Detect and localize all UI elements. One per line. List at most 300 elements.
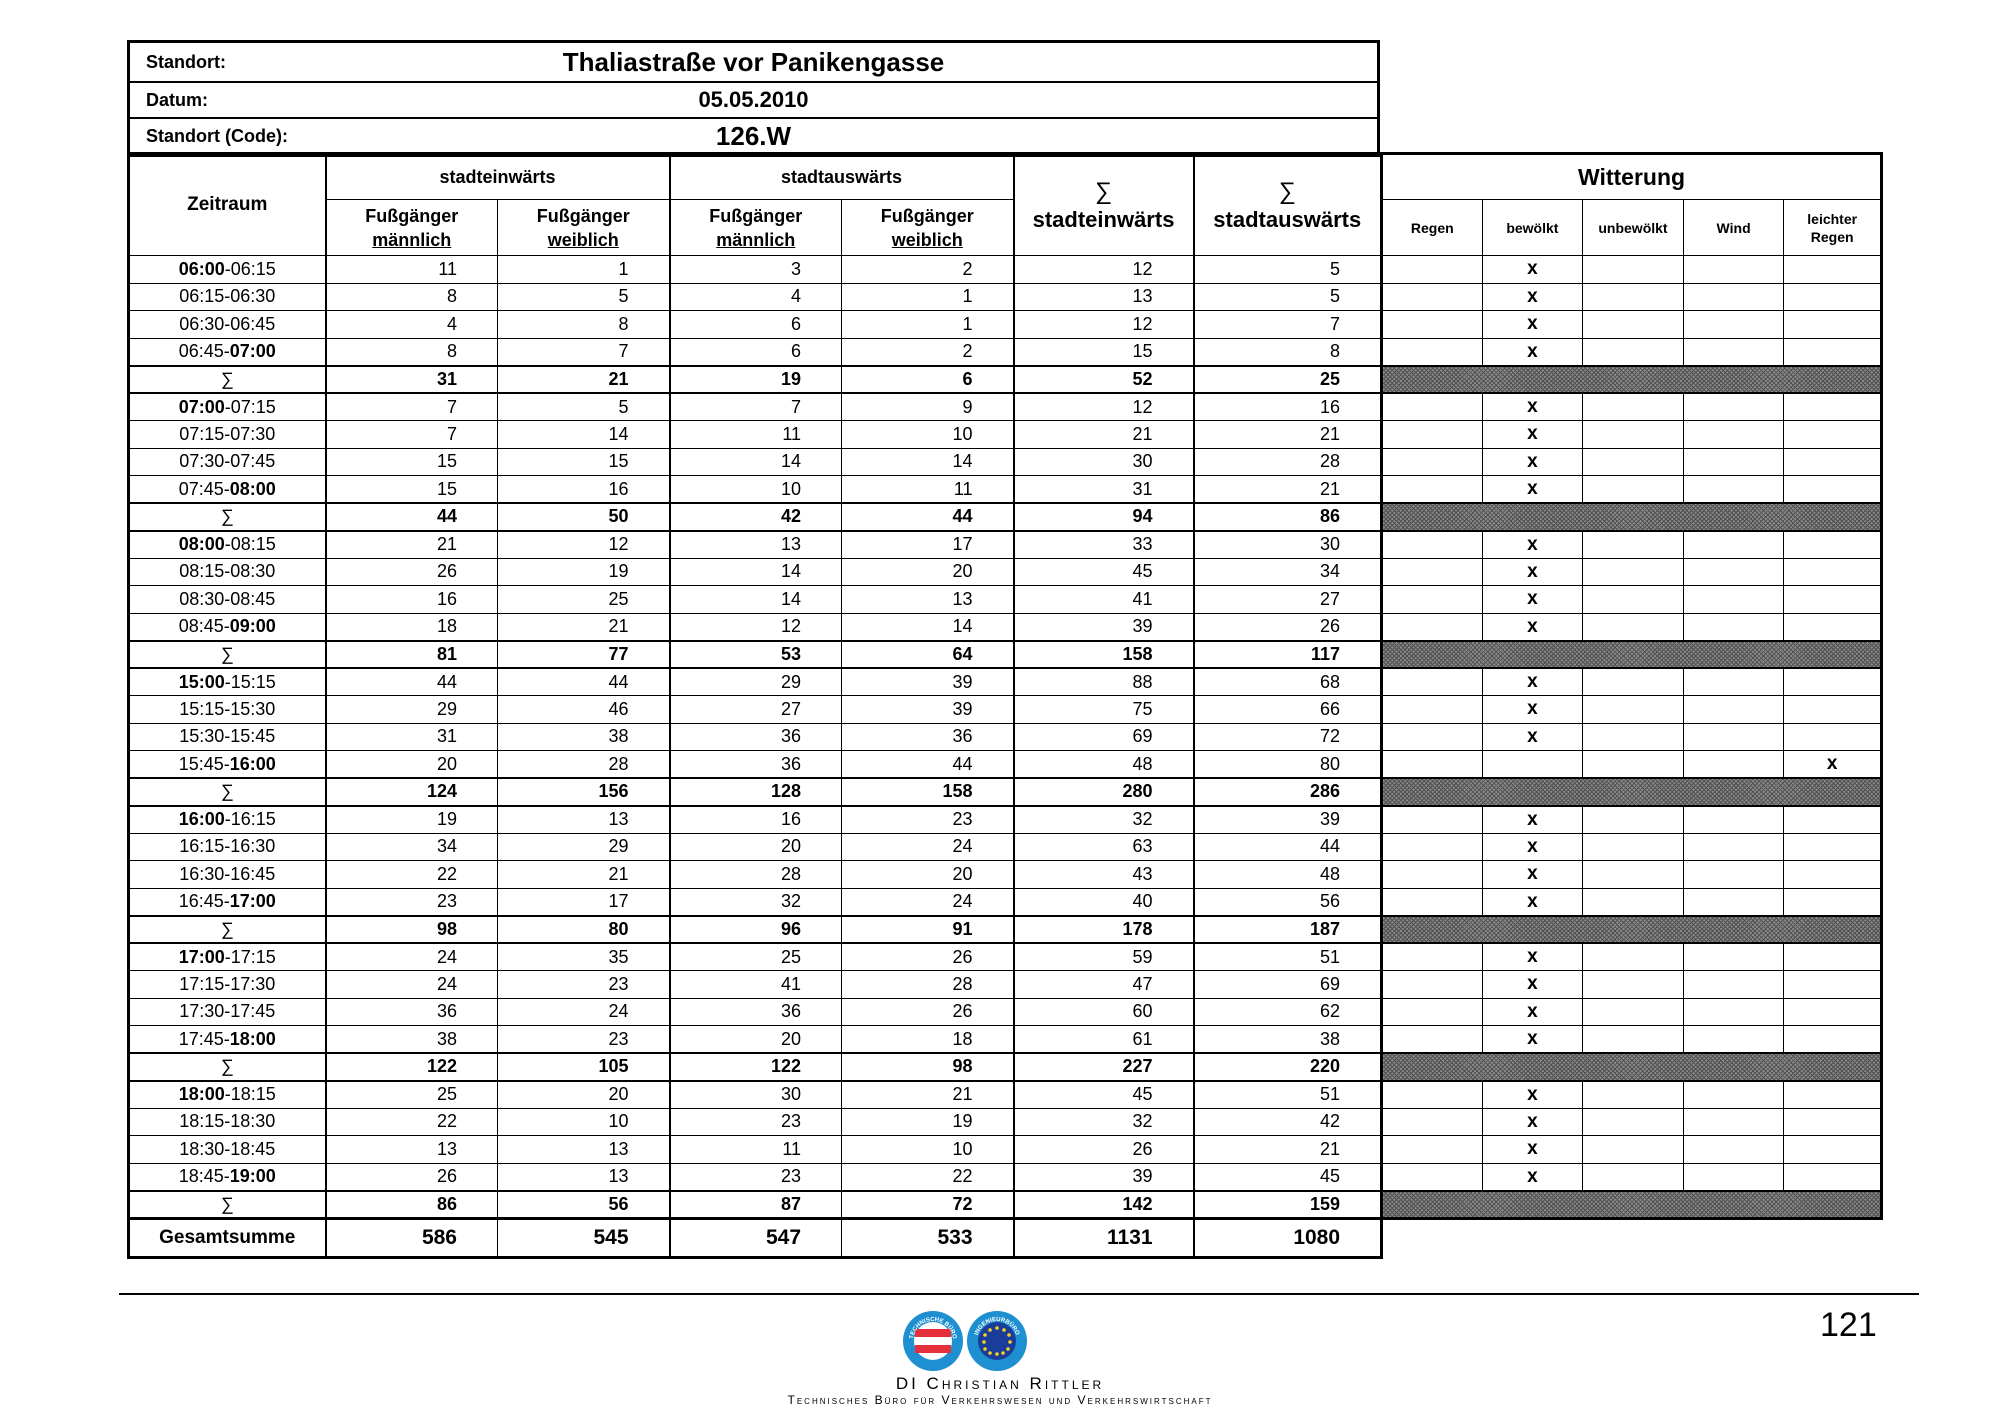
count-cell: 14 (842, 448, 1014, 476)
table-row (129, 283, 1382, 311)
count-cell: 105 (498, 1053, 670, 1081)
count-cell: 2 (842, 256, 1014, 284)
count-cell: 45 (1014, 558, 1194, 586)
period-cell: 15:30-15:45 (129, 723, 326, 751)
weather-cell (1683, 1163, 1784, 1191)
count-cell: 11 (326, 256, 498, 284)
count-cell: 21 (1014, 421, 1194, 449)
sum-outbound-header (1194, 154, 1382, 256)
period-cell: 18:00-18:15 (129, 1081, 326, 1109)
weather-cell (1382, 311, 1483, 339)
weather-cell (1683, 283, 1784, 311)
count-cell: 62 (1194, 998, 1382, 1026)
table-row (129, 338, 1382, 366)
count-cell: 2 (842, 338, 1014, 366)
weather-row (1382, 558, 1882, 586)
count-cell: 227 (1014, 1053, 1194, 1081)
weather-cell: x (1482, 311, 1583, 339)
weather-cell: x (1482, 338, 1583, 366)
count-cell: 5 (498, 393, 670, 421)
weather-cell: x (1482, 943, 1583, 971)
subtotal-sigma: ∑ (129, 1191, 326, 1219)
count-cell: 53 (670, 641, 842, 669)
count-cell: 39 (1194, 806, 1382, 834)
count-cell: 48 (1014, 751, 1194, 779)
count-cell: 24 (842, 888, 1014, 916)
outbound-male-header: Fußgänger männlich (670, 200, 842, 256)
sum-outbound-label: stadtauswärts (1213, 207, 1362, 232)
period-cell: 06:00-06:15 (129, 256, 326, 284)
weather-cell (1683, 751, 1784, 779)
sigma-symbol: ∑ (1094, 178, 1113, 205)
weather-cell (1583, 338, 1684, 366)
weather-cell (1784, 1163, 1882, 1191)
count-cell: 22 (326, 861, 498, 889)
weather-cell (1583, 1163, 1684, 1191)
count-cell: 44 (326, 668, 498, 696)
weather-cell (1683, 421, 1784, 449)
count-cell: 4 (326, 311, 498, 339)
count-cell: 7 (326, 393, 498, 421)
weather-cell (1382, 1108, 1483, 1136)
count-cell: 547 (670, 1218, 842, 1257)
count-cell: 25 (498, 586, 670, 614)
weather-cell (1382, 943, 1483, 971)
weather-row (1382, 338, 1882, 366)
code-value: 126.W (715, 121, 792, 151)
pedestrian-count-table (127, 152, 1383, 1259)
weather-cell (1583, 558, 1684, 586)
count-cell: 7 (498, 338, 670, 366)
shaded-band (1382, 1053, 1882, 1081)
weather-cell (1683, 696, 1784, 724)
table-row (129, 696, 1382, 724)
weather-cell: x (1482, 586, 1583, 614)
count-cell: 50 (498, 503, 670, 531)
count-cell: 35 (498, 943, 670, 971)
count-cell: 1131 (1014, 1218, 1194, 1257)
weather-cell: x (1482, 1026, 1583, 1054)
weather-cell (1382, 751, 1483, 779)
weather-cell (1583, 806, 1684, 834)
weather-cell: x (1482, 558, 1583, 586)
count-cell: 5 (498, 283, 670, 311)
count-cell: 96 (670, 916, 842, 944)
weather-row (1382, 806, 1882, 834)
weather-cell (1784, 1108, 1882, 1136)
count-cell: 47 (1014, 971, 1194, 999)
weather-cell (1583, 1026, 1684, 1054)
weather-cell (1784, 613, 1882, 641)
count-cell: 86 (1194, 503, 1382, 531)
weather-cell (1683, 558, 1784, 586)
weather-shaded-row (1382, 778, 1882, 806)
table-row (129, 1108, 1382, 1136)
count-cell: 39 (842, 668, 1014, 696)
count-cell: 52 (1014, 366, 1194, 394)
weather-cell (1382, 558, 1483, 586)
weather-cell (1683, 1026, 1784, 1054)
count-cell: 38 (1194, 1026, 1382, 1054)
period-cell: 17:30-17:45 (129, 998, 326, 1026)
count-cell: 13 (1014, 283, 1194, 311)
count-cell: 5 (1194, 256, 1382, 284)
firm-logo (901, 1309, 1029, 1373)
table-row (129, 1081, 1382, 1109)
count-cell: 27 (1194, 586, 1382, 614)
footer-rule (119, 1293, 1919, 1295)
weather-shaded-row (1382, 503, 1882, 531)
table-row (129, 833, 1382, 861)
weather-cell (1784, 888, 1882, 916)
weather-cell (1382, 668, 1483, 696)
inbound-female-header: Fußgänger weiblich (498, 200, 670, 256)
count-cell: 18 (326, 613, 498, 641)
weather-cell (1784, 1136, 1882, 1164)
table-row (129, 311, 1382, 339)
weather-row (1382, 1136, 1882, 1164)
weather-cell (1784, 476, 1882, 504)
weather-row (1382, 723, 1882, 751)
count-cell: 63 (1014, 833, 1194, 861)
count-cell: 26 (326, 1163, 498, 1191)
weather-cell: x (1482, 723, 1583, 751)
period-cell: 08:45-09:00 (129, 613, 326, 641)
weather-shaded-row (1382, 916, 1882, 944)
count-cell: 19 (326, 806, 498, 834)
count-cell: 23 (842, 806, 1014, 834)
count-cell: 17 (498, 888, 670, 916)
weather-col-cloudy: bewölkt (1482, 200, 1583, 256)
count-cell: 286 (1194, 778, 1382, 806)
subtotal-row (129, 503, 1382, 531)
weather-row (1382, 696, 1882, 724)
weather-cell (1784, 943, 1882, 971)
header-row-code (130, 119, 1377, 154)
count-cell: 44 (842, 751, 1014, 779)
weather-cell (1683, 998, 1784, 1026)
count-cell: 12 (1014, 393, 1194, 421)
table-row (129, 668, 1382, 696)
weather-cell (1583, 723, 1684, 751)
count-cell: 14 (670, 448, 842, 476)
table-row (129, 256, 1382, 284)
count-cell: 8 (326, 338, 498, 366)
weather-cell (1683, 613, 1784, 641)
weather-cell (1583, 751, 1684, 779)
weather-cell (1784, 256, 1882, 284)
count-cell: 11 (670, 421, 842, 449)
weather-cell (1583, 613, 1684, 641)
firm-name: DI Christian Rittler (895, 1374, 1105, 1393)
weather-cell: x (1482, 448, 1583, 476)
weather-cell (1784, 1026, 1882, 1054)
weather-cell (1382, 256, 1483, 284)
count-cell: 94 (1014, 503, 1194, 531)
weather-cell (1683, 586, 1784, 614)
count-cell: 21 (1194, 476, 1382, 504)
count-cell: 7 (670, 393, 842, 421)
count-cell: 16 (670, 806, 842, 834)
weather-cell (1583, 393, 1684, 421)
count-cell: 13 (326, 1136, 498, 1164)
count-cell: 24 (326, 971, 498, 999)
table-row (129, 393, 1382, 421)
weather-cell (1583, 311, 1684, 339)
count-cell: 28 (670, 861, 842, 889)
count-cell: 21 (842, 1081, 1014, 1109)
count-cell: 23 (326, 888, 498, 916)
count-cell: 16 (1194, 393, 1382, 421)
weather-cell (1382, 283, 1483, 311)
weather-cell (1683, 476, 1784, 504)
count-cell: 1 (842, 311, 1014, 339)
count-cell: 60 (1014, 998, 1194, 1026)
weather-cell (1583, 586, 1684, 614)
count-cell: 72 (1194, 723, 1382, 751)
weather-cell (1683, 971, 1784, 999)
weather-cell (1382, 833, 1483, 861)
weather-col-rain: Regen (1382, 200, 1483, 256)
period-cell: 18:30-18:45 (129, 1136, 326, 1164)
count-cell: 31 (1014, 476, 1194, 504)
weather-cell (1784, 723, 1882, 751)
count-cell: 14 (842, 613, 1014, 641)
count-cell: 41 (670, 971, 842, 999)
count-cell: 12 (1014, 311, 1194, 339)
weather-cell (1583, 971, 1684, 999)
count-cell: 48 (1194, 861, 1382, 889)
count-cell: 36 (670, 998, 842, 1026)
subtotal-sigma: ∑ (129, 1053, 326, 1081)
weather-cell (1784, 338, 1882, 366)
weather-row (1382, 421, 1882, 449)
period-cell: 18:15-18:30 (129, 1108, 326, 1136)
weather-shaded-row (1382, 1191, 1882, 1219)
weather-cell (1382, 531, 1483, 559)
subtotal-row (129, 1053, 1382, 1081)
count-cell: 44 (842, 503, 1014, 531)
weather-cell (1784, 861, 1882, 889)
weather-cell (1683, 723, 1784, 751)
count-cell: 9 (842, 393, 1014, 421)
weather-cell (1583, 1081, 1684, 1109)
count-cell: 28 (498, 751, 670, 779)
weather-cell (1683, 448, 1784, 476)
weather-cell (1683, 806, 1784, 834)
weather-cell: x (1482, 806, 1583, 834)
weather-cell (1784, 558, 1882, 586)
table-row (129, 586, 1382, 614)
weather-cell (1583, 668, 1684, 696)
count-cell: 6 (670, 311, 842, 339)
weather-cell (1683, 338, 1784, 366)
count-cell: 14 (498, 421, 670, 449)
weather-row (1382, 311, 1882, 339)
weather-cell (1382, 613, 1483, 641)
weather-cell (1683, 256, 1784, 284)
table-row (129, 806, 1382, 834)
count-cell: 18 (842, 1026, 1014, 1054)
count-cell: 545 (498, 1218, 670, 1257)
weather-cell (1683, 1081, 1784, 1109)
count-cell: 27 (670, 696, 842, 724)
count-cell: 36 (326, 998, 498, 1026)
weather-cell (1583, 1108, 1684, 1136)
count-cell: 5 (1194, 283, 1382, 311)
count-cell: 586 (326, 1218, 498, 1257)
weather-row (1382, 283, 1882, 311)
count-cell: 30 (1194, 531, 1382, 559)
count-cell: 19 (498, 558, 670, 586)
period-cell: 15:00-15:15 (129, 668, 326, 696)
count-cell: 158 (1014, 641, 1194, 669)
page-number: 121 (1820, 1306, 1877, 1344)
period-cell: 16:15-16:30 (129, 833, 326, 861)
count-cell: 33 (1014, 531, 1194, 559)
weather-row (1382, 1163, 1882, 1191)
period-cell: 06:45-07:00 (129, 338, 326, 366)
count-cell: 26 (1014, 1136, 1194, 1164)
count-cell: 40 (1014, 888, 1194, 916)
count-cell: 36 (670, 723, 842, 751)
count-cell: 26 (842, 943, 1014, 971)
weather-cell (1683, 943, 1784, 971)
weather-cell (1683, 1136, 1784, 1164)
weather-cell: x (1482, 1136, 1583, 1164)
outbound-female-header: Fußgänger weiblich (842, 200, 1014, 256)
sigma-symbol: ∑ (1278, 178, 1296, 205)
count-cell: 51 (1194, 943, 1382, 971)
count-cell: 142 (1014, 1191, 1194, 1219)
count-cell: 29 (670, 668, 842, 696)
count-cell: 25 (670, 943, 842, 971)
count-cell: 75 (1014, 696, 1194, 724)
count-cell: 98 (842, 1053, 1014, 1081)
period-cell: 08:30-08:45 (129, 586, 326, 614)
count-cell: 117 (1194, 641, 1382, 669)
count-cell: 81 (326, 641, 498, 669)
weather-cell: x (1784, 751, 1882, 779)
count-cell: 39 (1014, 1163, 1194, 1191)
count-cell: 13 (842, 586, 1014, 614)
count-table-body (129, 256, 1382, 1258)
weather-cell (1784, 833, 1882, 861)
period-cell: 06:15-06:30 (129, 283, 326, 311)
count-cell: 12 (670, 613, 842, 641)
count-cell: 122 (326, 1053, 498, 1081)
weather-cell (1583, 531, 1684, 559)
weather-cell (1583, 1136, 1684, 1164)
weather-cell (1784, 448, 1882, 476)
weather-cell (1583, 998, 1684, 1026)
weather-cell (1382, 1081, 1483, 1109)
weather-cell (1683, 393, 1784, 421)
count-cell: 24 (498, 998, 670, 1026)
weather-row (1382, 531, 1882, 559)
count-cell: 91 (842, 916, 1014, 944)
period-cell: 16:00-16:15 (129, 806, 326, 834)
table-row (129, 558, 1382, 586)
weather-cell: x (1482, 283, 1583, 311)
period-cell: 08:00-08:15 (129, 531, 326, 559)
weather-cell (1683, 531, 1784, 559)
count-cell: 220 (1194, 1053, 1382, 1081)
count-cell: 69 (1194, 971, 1382, 999)
count-cell: 124 (326, 778, 498, 806)
count-cell: 45 (1014, 1081, 1194, 1109)
count-cell: 187 (1194, 916, 1382, 944)
count-cell: 80 (1194, 751, 1382, 779)
header-block (127, 40, 1380, 157)
weather-cell (1683, 833, 1784, 861)
shaded-band (1382, 1191, 1882, 1219)
weather-cell (1583, 256, 1684, 284)
count-cell: 21 (498, 861, 670, 889)
period-header: Zeitraum (129, 154, 326, 256)
count-cell: 22 (842, 1163, 1014, 1191)
grand-total-row (129, 1218, 1382, 1257)
count-cell: 26 (326, 558, 498, 586)
weather-title: Witterung (1382, 154, 1882, 200)
count-cell: 45 (1194, 1163, 1382, 1191)
count-cell: 32 (1014, 806, 1194, 834)
count-cell: 122 (670, 1053, 842, 1081)
table-row (129, 448, 1382, 476)
count-cell: 16 (326, 586, 498, 614)
weather-cell: x (1482, 696, 1583, 724)
count-cell: 19 (670, 366, 842, 394)
count-cell: 41 (1014, 586, 1194, 614)
count-cell: 66 (1194, 696, 1382, 724)
count-cell: 26 (842, 998, 1014, 1026)
count-cell: 72 (842, 1191, 1014, 1219)
header-row-date (130, 83, 1377, 119)
weather-cell: x (1482, 888, 1583, 916)
count-cell: 32 (1014, 1108, 1194, 1136)
weather-cell (1382, 888, 1483, 916)
count-cell: 22 (326, 1108, 498, 1136)
count-cell: 20 (842, 861, 1014, 889)
weather-shaded-row (1382, 1053, 1882, 1081)
sum-inbound-label: stadteinwärts (1032, 207, 1175, 232)
weather-table (1380, 152, 1883, 1220)
count-cell: 128 (670, 778, 842, 806)
count-cell: 77 (498, 641, 670, 669)
weather-cell: x (1482, 531, 1583, 559)
weather-cell (1784, 393, 1882, 421)
count-cell: 533 (842, 1218, 1014, 1257)
period-cell: 17:15-17:30 (129, 971, 326, 999)
subtotal-row (129, 778, 1382, 806)
shaded-band (1382, 366, 1882, 394)
table-row (129, 1163, 1382, 1191)
weather-table-body (1382, 256, 1882, 1219)
logo-text-left: TECHNISCHE BÜRO (909, 1316, 957, 1340)
count-cell: 20 (842, 558, 1014, 586)
weather-row (1382, 668, 1882, 696)
count-cell: 20 (670, 833, 842, 861)
subtotal-row (129, 1191, 1382, 1219)
count-cell: 23 (670, 1108, 842, 1136)
count-cell: 24 (842, 833, 1014, 861)
count-cell: 29 (498, 833, 670, 861)
subtotal-sigma: ∑ (129, 366, 326, 394)
count-cell: 15 (498, 448, 670, 476)
count-cell: 34 (326, 833, 498, 861)
weather-cell (1382, 476, 1483, 504)
weather-cell (1382, 806, 1483, 834)
